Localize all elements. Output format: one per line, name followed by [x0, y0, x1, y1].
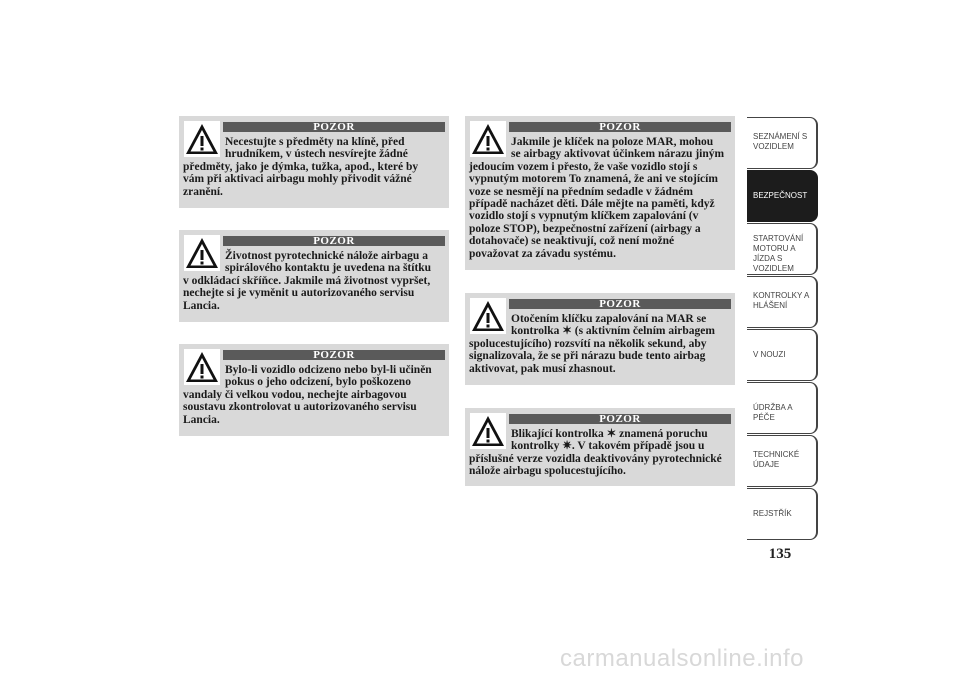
- watermark: carmanualsonline.info: [560, 645, 804, 672]
- warning-text-b: (s aktivním čelním airbagem spolucestujícího) rozsvítí na několik sekund, aby signalizovala, že se při nárazu bude tento airbag aktivovat, pak musí zhasnout.: [469, 325, 715, 375]
- warning-text-a: Blikající kontrolka: [511, 428, 604, 440]
- tab-label: KONTROLKY A HLÁŠENÍ: [753, 291, 809, 310]
- tab-bezpecnost[interactable]: [747, 170, 818, 222]
- airbag-off-icon: ✶: [606, 428, 617, 440]
- warning-text: Necestujte s předměty na klíně, před hrudníkem, v ústech nesvírejte žádné předměty, jako je dýmka, tužka, apod., které by vám při aktivaci airbagu mohly přivodit vážné zranění.: [183, 136, 419, 198]
- warning-box-2: [179, 230, 449, 322]
- tab-label: STARTOVÁNÍ MOTORU A JÍZDA S VOZIDLEM: [753, 234, 804, 273]
- tab-label: REJSTŘÍK: [753, 509, 792, 518]
- tab-udrzba[interactable]: [747, 382, 818, 434]
- tab-kontrolky[interactable]: [747, 276, 818, 328]
- tab-rejstrik[interactable]: [747, 488, 818, 540]
- tab-label: SEZNÁMENÍ S VOZIDLEM: [753, 132, 808, 151]
- warning-text-c: . V takovém případě jsou u příslušné verze vozidla deaktivovány pyrotechnické nálože airbagu spolucestujícího.: [469, 440, 722, 478]
- warning-box-6: [465, 408, 735, 486]
- warning-box-5: [465, 293, 735, 385]
- warning-title: POZOR: [223, 122, 445, 132]
- chapter-sidebar: [747, 117, 818, 543]
- tab-label: TECHNICKÉ ÚDAJE: [753, 450, 800, 469]
- warning-text-b: znamená poruchu kontrolky: [511, 428, 708, 453]
- warning-box-3: [179, 344, 449, 436]
- tab-label: BEZPEČNOST: [753, 191, 808, 200]
- warning-text: [465, 293, 731, 381]
- warning-text: Životnost pyrotechnické nálože airbagu a spirálového kontaktu je uvedena na štítku v odkládací skříňce. Jakmile má životnost vypršet, nechejte si je vyměnit u autorizovaného servisu Lancia.: [183, 250, 432, 312]
- page-number: 135: [768, 546, 792, 562]
- tab-label: V NOUZI: [753, 350, 786, 359]
- warning-title: POZOR: [223, 350, 445, 360]
- warning-title: POZOR: [509, 299, 731, 309]
- warning-text-a: Otočením klíčku zapalování na MAR se kontrolka: [511, 313, 707, 338]
- warning-title: POZOR: [223, 236, 445, 246]
- tab-v-nouzi[interactable]: [747, 329, 818, 381]
- tab-technicke[interactable]: [747, 435, 818, 487]
- warning-text: Jakmile je klíček na poloze MAR, mohou se airbagy aktivovat účinkem nárazu jiným jedoucím vozem i přesto, že vaše vozidlo stojí s vypnutým motorem To znamená, že ani ve stojícím voze se nesmějí na předním sedadle v žádném případě nacházet děti. Dále mějte na paměti, když vozidlo stojí s vypnutým klíčkem zapalování (v poloze STOP), bezpečnostní zařízení (airbagy a dotahovače) se neaktivují, což není možné považovat za závadu systému.: [469, 136, 725, 260]
- warning-title: POZOR: [509, 414, 731, 424]
- airbag-warning-icon: ✷: [562, 440, 572, 453]
- warning-box-1: [179, 116, 449, 208]
- warning-text: Bylo-li vozidlo odcizeno nebo byl-li učiněn pokus o jeho odcizení, bylo poškozeno vandaly či velkou vodou, nechejte airbagovou soustavu zkontrolovat u autorizovaného servisu Lancia.: [183, 364, 432, 426]
- airbag-off-icon: ✶: [562, 325, 572, 338]
- tab-seznameni[interactable]: [747, 117, 818, 169]
- tab-startovani[interactable]: [747, 223, 818, 275]
- warning-text: [465, 408, 731, 484]
- warning-box-4: [465, 116, 735, 270]
- tab-label: ÚDRŽBA A PÉČE: [753, 403, 793, 422]
- warning-title: POZOR: [509, 122, 731, 132]
